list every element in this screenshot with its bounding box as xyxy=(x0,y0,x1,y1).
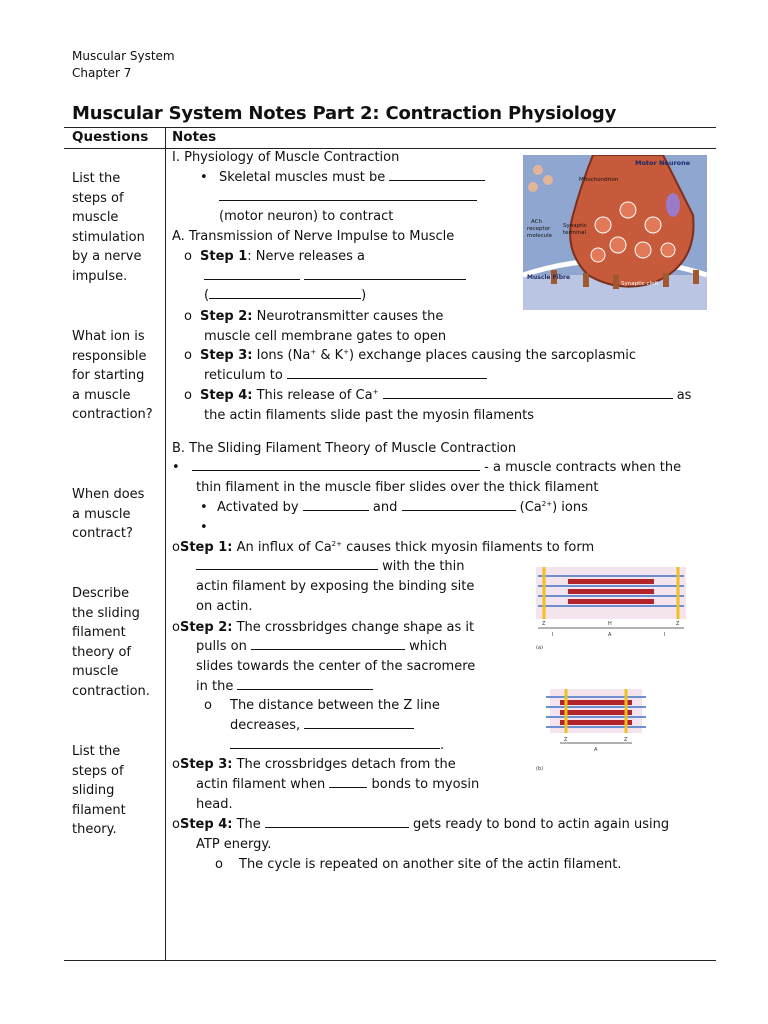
blank-field[interactable] xyxy=(209,286,361,299)
label-z: Z xyxy=(564,737,568,743)
sub-bullet: o xyxy=(204,698,212,713)
ach-molecule xyxy=(543,175,553,185)
sf-step2-sub1: The distance between the Z line xyxy=(230,698,440,713)
label-ach: ACh xyxy=(531,219,542,225)
vesicle xyxy=(661,243,675,257)
label-terminal: terminal xyxy=(563,230,586,236)
label-synaptic-cleft: Synaptic cleft xyxy=(621,281,659,287)
label-i: I xyxy=(552,632,554,638)
sub-bullet: o xyxy=(184,309,192,324)
blank-field[interactable] xyxy=(329,775,367,788)
blank-field[interactable] xyxy=(196,557,378,570)
blank-field[interactable] xyxy=(304,267,466,280)
question-4: Describe the sliding filament theory of muscle contraction. xyxy=(72,586,150,699)
label-z: Z xyxy=(624,737,628,743)
questions-column-header: Questions xyxy=(72,129,149,145)
sf-step4-sub: The cycle is repeated on another site of the actin filament. xyxy=(239,857,622,872)
blank-field[interactable] xyxy=(192,458,480,471)
note-skeletal-line: Skeletal muscles must be xyxy=(219,168,485,188)
question-2: What ion is responsible for starting a muscle contraction? xyxy=(72,329,153,423)
bullet-dot: • xyxy=(200,170,208,185)
sub-bullet: o xyxy=(184,348,192,363)
bullet-dot: • xyxy=(200,500,208,515)
step4-line: Step 4: This release of Ca+ as xyxy=(200,388,692,403)
table-bottom-rule xyxy=(64,960,716,961)
activated-by-line: Activated by and $(Ca^{2+})$ ions xyxy=(217,500,588,515)
sf-step2-sub2: decreases, xyxy=(230,716,414,736)
sf-step1-line3: actin filament by exposing the binding site xyxy=(196,579,475,594)
receptor xyxy=(583,273,589,287)
label-z: Z xyxy=(676,621,680,627)
section-a-heading: A. Transmission of Nerve Impulse to Muscle xyxy=(172,229,455,244)
ach-molecule xyxy=(528,182,538,192)
column-divider xyxy=(165,127,166,960)
section-b-heading: B. The Sliding Filament Theory of Muscle Contraction xyxy=(172,441,517,456)
label-synaptic: Synaptic xyxy=(563,223,587,229)
blank-field[interactable] xyxy=(287,366,487,379)
label-h: H xyxy=(608,621,612,627)
receptor xyxy=(693,270,699,284)
label-motor-neurone: Motor Neurone xyxy=(635,159,691,167)
label-muscle-fibre: Muscle Fibre xyxy=(527,274,571,281)
step4-line2: the actin filaments slide past the myosin filaments xyxy=(204,408,535,423)
section-1-heading: I. Physiology of Muscle Contraction xyxy=(172,150,400,165)
step1-paren: ( ) xyxy=(204,288,367,303)
blank-field[interactable] xyxy=(383,386,673,399)
label-a: A xyxy=(608,632,612,638)
notes-column-header: Notes xyxy=(172,129,217,145)
receptor xyxy=(613,275,619,289)
question-3: When does a muscle contract? xyxy=(72,487,145,542)
question-5: List the steps of sliding filament theory. xyxy=(72,744,126,838)
blank-field[interactable] xyxy=(237,677,373,690)
sf-step3-line: oStep 3: The crossbridges detach from the xyxy=(172,757,456,772)
blank-field[interactable] xyxy=(204,267,300,280)
vesicle xyxy=(645,217,661,233)
blank-field[interactable] xyxy=(304,716,414,729)
blank-field[interactable] xyxy=(219,188,477,201)
label-a: A xyxy=(594,747,598,753)
step2-line2: muscle cell membrane gates to open xyxy=(204,329,447,344)
sf-step2-line3: slides towards the center of the sacromere xyxy=(196,659,476,674)
label-molecule: molecule xyxy=(527,233,553,239)
sf-step2-sub3: . xyxy=(230,736,444,756)
myosin-filaments-b xyxy=(560,700,632,725)
sliding-definition: - a muscle contracts when the xyxy=(192,458,681,478)
question-1: List the steps of muscle stimulation by a nerve impulse. xyxy=(72,171,145,284)
label-receptor: receptor xyxy=(527,226,551,232)
bullet-dot: • xyxy=(172,460,180,475)
neuromuscular-junction-figure xyxy=(523,155,707,310)
vesicle xyxy=(620,202,636,218)
blank-field[interactable] xyxy=(230,736,440,749)
step3-line: Step 3: Ions (Na+ & K+) exchange places causing the sarcoplasmic xyxy=(200,348,637,363)
label-i: I xyxy=(664,632,666,638)
vesicle xyxy=(635,242,651,258)
label-z: Z xyxy=(542,621,546,627)
label-b-panel: (b) xyxy=(536,766,544,772)
label-a-panel: (a) xyxy=(536,645,543,651)
header-chapter: Chapter 7 xyxy=(72,66,132,80)
sliding-definition-line2: thin filament in the muscle fiber slides over the thick filament xyxy=(196,480,599,495)
note-skeletal-blank-line xyxy=(219,188,477,208)
sf-step1-line2: with the thin xyxy=(196,557,465,577)
step1-blanks xyxy=(204,267,466,287)
receptor xyxy=(663,273,669,287)
sub-bullet: o xyxy=(215,857,223,872)
bullet-dot-empty: • xyxy=(200,520,208,535)
sub-bullet: o xyxy=(184,249,192,264)
sf-step3-line3: head. xyxy=(196,797,233,812)
sf-step4-line: oStep 4: The gets ready to bond to actin again using xyxy=(172,817,670,832)
sf-step1-line4: on actin. xyxy=(196,599,253,614)
page-title: Muscular System Notes Part 2: Contraction Physiology xyxy=(72,103,617,124)
sf-step1-line: oStep 1: An influx of $Ca^{2+}$ causes thick myosin filaments to form xyxy=(172,540,595,555)
table-top-rule xyxy=(64,127,716,128)
mitochondrion xyxy=(666,193,680,217)
vesicle xyxy=(610,237,626,253)
vesicle xyxy=(591,248,605,262)
step3-line2: reticulum to xyxy=(204,366,487,386)
sarcomere-figure-b xyxy=(536,685,656,775)
label-mitochondrion: Mitochondrion xyxy=(579,177,619,183)
blank-field[interactable] xyxy=(402,498,516,511)
blank-field[interactable] xyxy=(303,498,369,511)
blank-field[interactable] xyxy=(251,637,405,650)
ach-molecule xyxy=(533,165,543,175)
sf-step3-line2: actin filament when bonds to myosin xyxy=(196,777,480,792)
sf-step2-line2: pulls on which xyxy=(196,639,447,654)
myosin-filaments-a xyxy=(568,579,654,604)
blank-field[interactable] xyxy=(265,815,409,828)
vesicle xyxy=(595,217,611,233)
sf-step2-line4: in the xyxy=(196,677,373,697)
header-subject: Muscular System xyxy=(72,49,175,63)
sf-step4-line2: ATP energy. xyxy=(196,837,272,852)
step1-line: Step 1: Nerve releases a xyxy=(200,249,365,264)
blank-field[interactable] xyxy=(389,168,485,181)
sub-bullet: o xyxy=(184,388,192,403)
step2-line: Step 2: Neurotransmitter causes the xyxy=(200,309,444,324)
sarcomere-figure-a xyxy=(536,562,686,652)
note-motor-neuron: (motor neuron) to contract xyxy=(219,209,394,224)
sf-step2-line: oStep 2: The crossbridges change shape as it xyxy=(172,620,475,635)
